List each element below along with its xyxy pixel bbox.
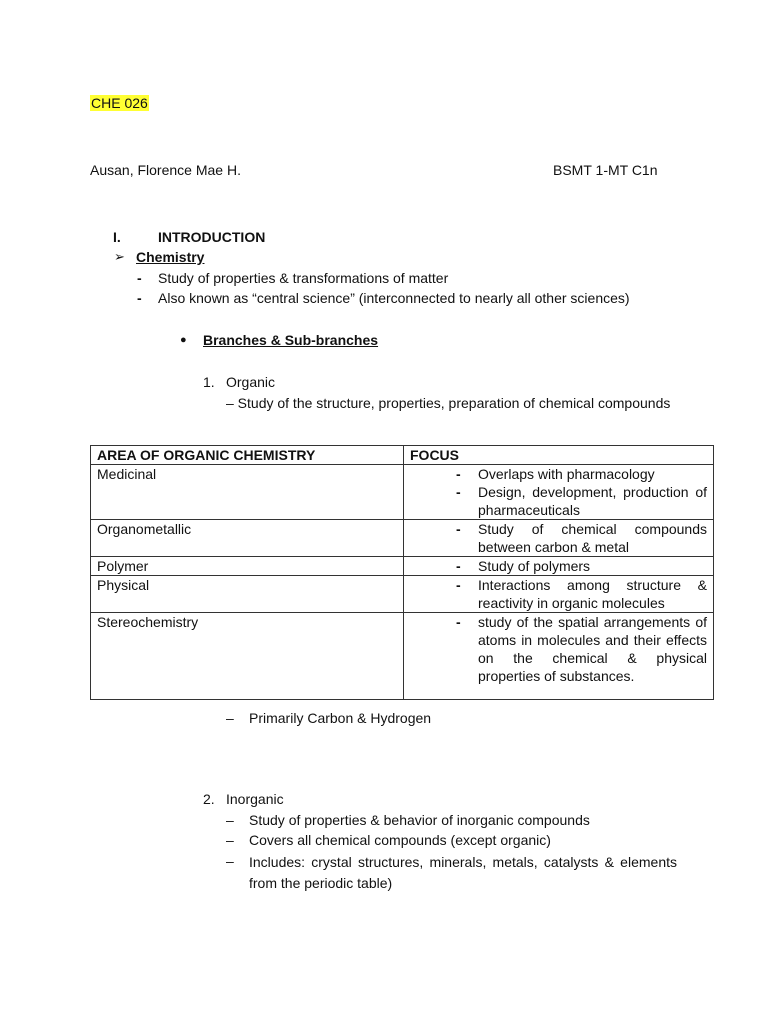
- dash-bullet: -: [137, 290, 142, 306]
- table-row: [91, 520, 714, 557]
- inorganic-point-3: Includes: crystal structures, minerals, metals, catalysts & elements from the periodic table): [249, 854, 677, 891]
- chemistry-subheading: Chemistry: [136, 249, 205, 265]
- focus-item: [410, 576, 707, 612]
- round-bullet-icon: ●: [180, 334, 187, 346]
- chemistry-point-1: Study of properties & transformations of matter: [158, 270, 449, 286]
- inorganic-number: 2.: [203, 791, 215, 807]
- focus-cell: [404, 557, 714, 576]
- focus-item: [410, 613, 707, 685]
- arrow-bullet-icon: ➢: [114, 249, 125, 264]
- area-cell: Medicinal: [91, 465, 404, 520]
- dash-bullet: -: [456, 484, 461, 500]
- inorganic-point-1: Study of properties & behavior of inorganic compounds: [249, 812, 590, 828]
- dash-bullet: -: [456, 614, 461, 630]
- section-numeral: I.: [113, 229, 121, 245]
- branches-heading: Branches & Sub-branches: [203, 332, 379, 348]
- focus-text: Study of chemical compounds between carbon & metal: [478, 521, 707, 555]
- inorganic-title: Inorganic: [226, 791, 284, 807]
- organic-description: – Study of the structure, properties, preparation of chemical compounds: [226, 395, 671, 411]
- organic-title: Organic: [226, 374, 276, 390]
- focus-item: [410, 465, 707, 483]
- dash-bullet: -: [456, 577, 461, 593]
- organic-areas-table: [90, 445, 714, 700]
- course-code-highlight: CHE 026: [91, 95, 148, 111]
- table-row: [91, 613, 714, 700]
- focus-text: Interactions among structure & reactivity in organic molecules: [478, 577, 707, 611]
- dash-bullet: -: [456, 521, 461, 537]
- organic-after-table: Primarily Carbon & Hydrogen: [249, 710, 432, 726]
- focus-text: Study of polymers: [478, 558, 591, 574]
- focus-item: [410, 557, 707, 575]
- area-cell: Stereochemistry: [91, 613, 404, 700]
- table-row: [91, 576, 714, 613]
- focus-cell: [404, 520, 714, 557]
- table-header-focus: FOCUS: [404, 446, 714, 465]
- en-dash-bullet: –: [226, 812, 234, 828]
- student-name: Ausan, Florence Mae H.: [90, 162, 241, 178]
- section-label: BSMT 1-MT C1n: [553, 162, 658, 178]
- dash-bullet: -: [137, 270, 142, 286]
- focus-item: [410, 483, 707, 519]
- dash-bullet: -: [456, 466, 461, 482]
- table-header-row: [91, 446, 714, 465]
- en-dash-bullet: –: [226, 853, 234, 869]
- focus-text: Overlaps with pharmacology: [478, 466, 655, 482]
- chemistry-point-2: Also known as “central science” (interconnected to nearly all other sciences): [158, 290, 630, 306]
- focus-item: [410, 520, 707, 556]
- focus-cell: [404, 576, 714, 613]
- area-cell: Physical: [91, 576, 404, 613]
- focus-cell: [404, 465, 714, 520]
- en-dash-bullet: –: [226, 832, 234, 848]
- organic-number: 1.: [203, 374, 215, 390]
- inorganic-point-2: Covers all chemical compounds (except organic): [249, 832, 551, 848]
- table-row: [91, 465, 714, 520]
- focus-text: Design, development, production of pharmaceuticals: [478, 484, 707, 518]
- en-dash-bullet: –: [226, 710, 234, 726]
- section-heading: INTRODUCTION: [158, 229, 266, 245]
- table-row: [91, 557, 714, 576]
- focus-cell: [404, 613, 714, 700]
- area-cell: Organometallic: [91, 520, 404, 557]
- course-code: [90, 94, 149, 112]
- table-header-area: AREA OF ORGANIC CHEMISTRY: [91, 446, 404, 465]
- dash-bullet: -: [456, 558, 461, 574]
- area-cell: Polymer: [91, 557, 404, 576]
- focus-text: study of the spatial arrangements of atoms in molecules and their effects on the chemical & physical properties of substances.: [478, 614, 707, 684]
